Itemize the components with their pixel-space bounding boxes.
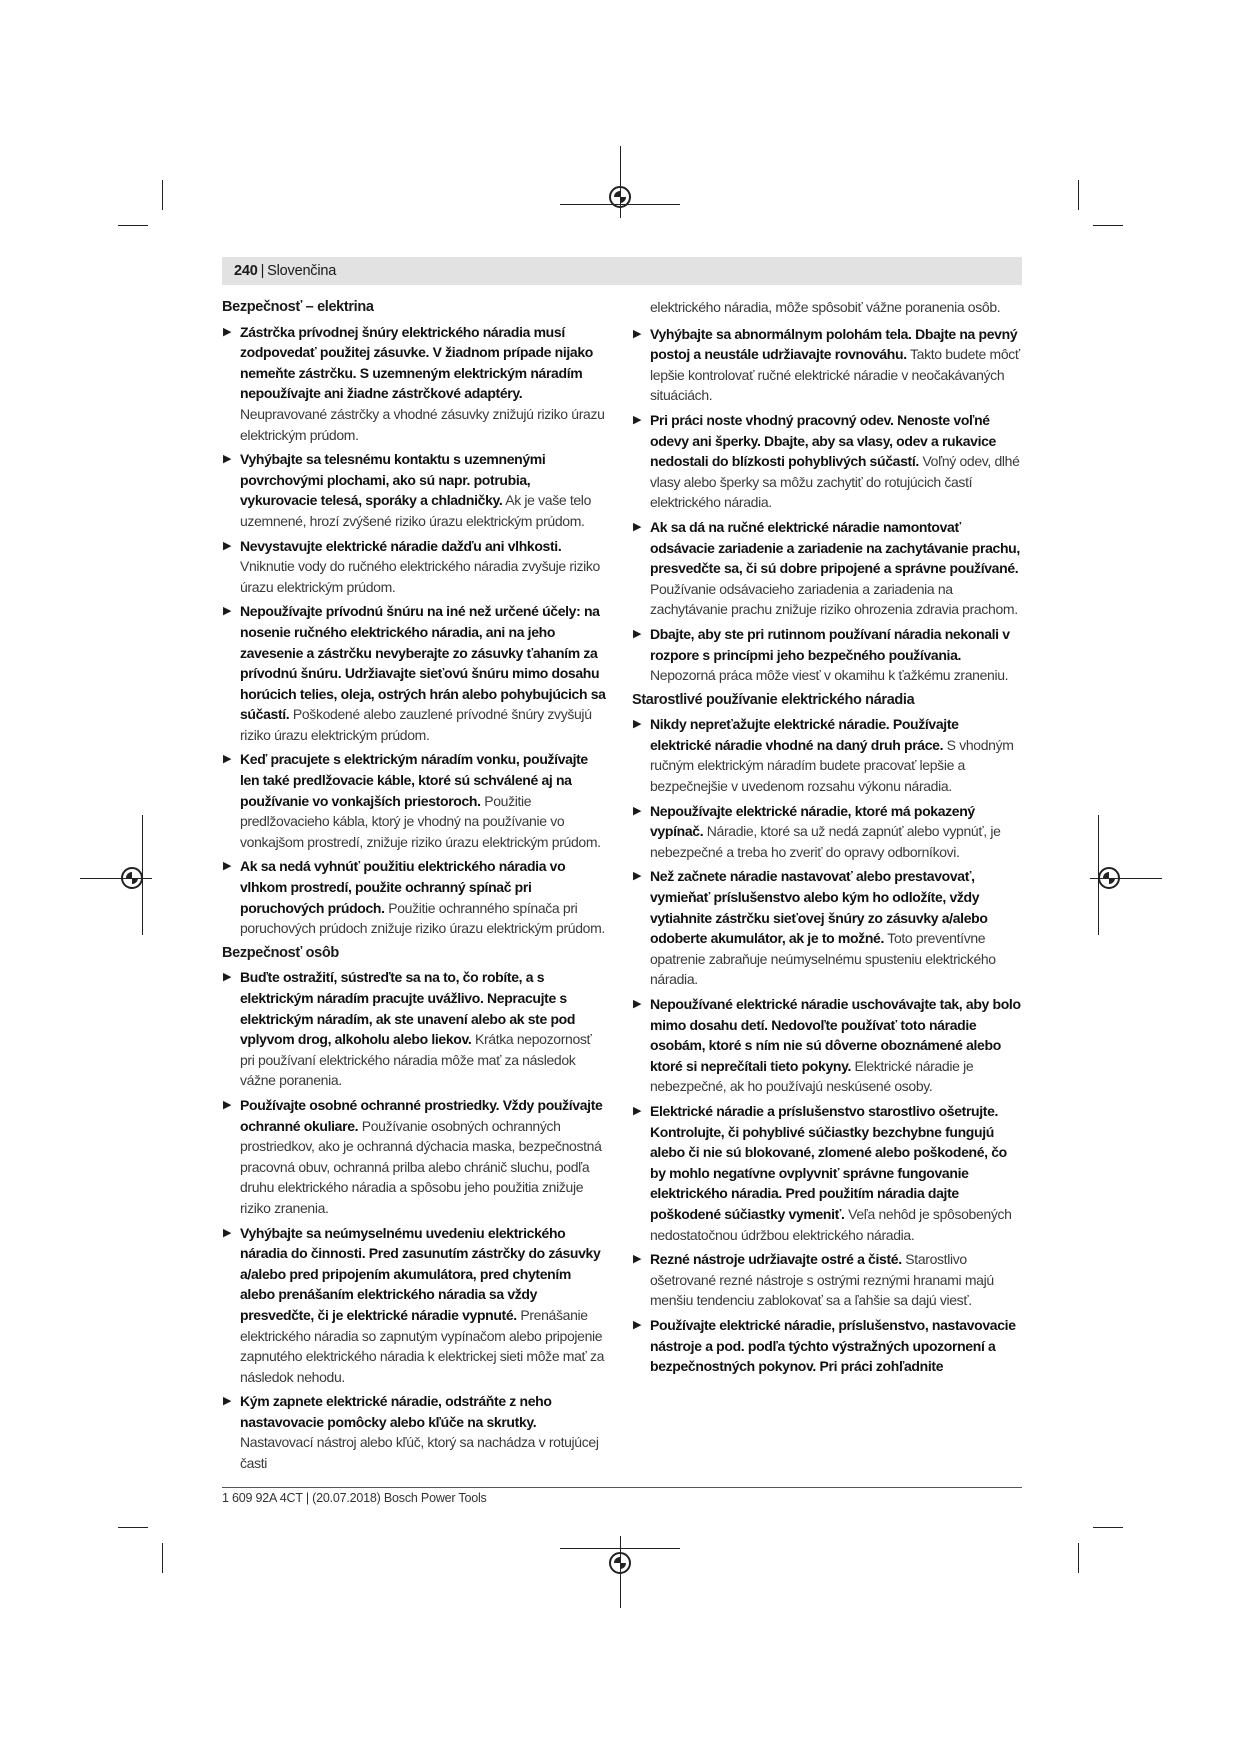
instruction-bold: Zástrčka prívodnej šnúry elektrického náradia musí zodpovedať použitej zásuvke. V žiadnom prípade nijako nemeňte zástrčku. S uzemneným elektrickým náradím nepoužívajte ani žiadne zástrčkové adaptéry. (240, 323, 594, 402)
registration-mark-icon (1098, 867, 1120, 889)
header-separator: | (260, 263, 265, 279)
instruction-explanation: Krátka nepozornosť pri používaní elektrického náradia môže mať za následok vážne poranenia. (240, 1031, 592, 1089)
page-header (222, 257, 1022, 285)
list-item (222, 322, 608, 446)
bullet-arrow-icon: ▶ (633, 327, 642, 340)
list-item (222, 1223, 608, 1388)
instruction-bold: Používajte osobné ochranné prostriedky. Vždy používajte ochranné okuliare. (240, 1096, 603, 1134)
instruction-explanation: Poškodené alebo zauzlené prívodné šnúry zvyšujú riziko úrazu elektrickým prúdom. (240, 706, 592, 743)
electric-safety-list (222, 322, 608, 939)
crop-mark (1093, 225, 1123, 226)
instruction-bold: Rezné nástroje udržiavajte ostré a čisté. (650, 1251, 902, 1268)
instruction-bold: Vyhýbajte sa abnormálnym polohám tela. Dbajte na pevný postoj a neustále udržiavajte rovnováhu. (650, 325, 1018, 363)
bullet-arrow-icon: ▶ (633, 520, 642, 533)
bullet-arrow-icon: ▶ (633, 1104, 642, 1117)
instruction-bold: Keď pracujete s elektrickým náradím vonku, používajte len také predlžovacie káble, ktoré sú schválené aj na používanie vo vonkajších priestoroch. (240, 751, 588, 809)
instruction-explanation: Veľa nehôd je spôsobených nedostatočnou údržbou elektrického náradia. (650, 1205, 1012, 1243)
list-item (632, 994, 1022, 1097)
bullet-arrow-icon: ▶ (633, 998, 642, 1010)
footer-divider (222, 1487, 1022, 1488)
instruction-explanation: Nastavovací nástroj alebo kľúč, ktorý sa nachádza v rotujúcej časti (240, 1434, 599, 1472)
bullet-arrow-icon: ▶ (633, 1253, 642, 1266)
instruction-bold: Dbajte, aby ste pri rutinnom používaní náradia nekonali v rozpore s princípmi jeho bezpečného používania. (650, 625, 1010, 663)
instruction-explanation: Použitie ochranného spínača pri poruchových prúdoch znižuje riziko úrazu elektrickým prúdom. (240, 899, 605, 937)
instruction-explanation: Elektrické náradie je nebezpečné, ak ho používajú neskúsené osoby. (650, 1057, 974, 1095)
list-item (632, 517, 1022, 620)
section-title-persons: Bezpečnosť osôb (222, 944, 339, 961)
list-item (632, 866, 1022, 990)
bullet-arrow-icon: ▶ (223, 860, 232, 873)
personal-safety-list (222, 967, 608, 1473)
list-item (222, 1095, 608, 1219)
bullet-arrow-icon: ▶ (633, 627, 642, 640)
right-column (632, 297, 1022, 1381)
instruction-explanation: Použitie predlžovacieho kábla, ktorý je vhodný na používanie vo vonkajšom prostredí, znižuje riziko úrazu elektrickým prúdom. (240, 792, 601, 850)
registration-mark-icon (609, 1552, 631, 1574)
bullet-arrow-icon: ▶ (633, 718, 642, 731)
list-item (632, 714, 1022, 796)
bullet-arrow-icon: ▶ (633, 804, 642, 817)
bullet-arrow-icon: ▶ (223, 753, 232, 766)
registration-line (560, 1548, 680, 1549)
instruction-explanation: Prenášanie elektrického náradia so zapnutým vypínačom alebo pripojenie zapnutého elektrického náradia k elektrickej sieti môže mať za následok nehodu. (240, 1306, 605, 1385)
crop-mark (1078, 1543, 1079, 1573)
instruction-bold: Než začnete náradie nastavovať alebo prestavovať, vymieňať príslušenstvo alebo kým ho odložíte, vždy vytiahnite zástrčku sieťovej šnúry zo zásuvky a/alebo odoberte akumulátor, ak je to možné. (650, 868, 988, 947)
list-item (222, 536, 608, 598)
bullet-arrow-icon: ▶ (223, 325, 232, 338)
instruction-explanation: Náradie, ktoré sa už nedá zapnúť alebo vypnúť, je nebezpečné a treba ho zveriť do opravy odborníkovi. (650, 823, 1001, 860)
crop-mark (162, 180, 163, 210)
bullet-arrow-icon: ▶ (223, 539, 232, 552)
section-title-electric: Bezpečnosť – elektrina (222, 299, 374, 315)
list-item (222, 749, 608, 852)
bullet-arrow-icon: ▶ (223, 1226, 232, 1239)
bullet-arrow-icon: ▶ (223, 605, 232, 618)
list-item (222, 601, 608, 745)
instruction-bold: Vyhýbajte sa neúmyselnému uvedeniu elektrického náradia do činnosti. Pred zasunutím zástrčky do zásuvky a/alebo pred pripojením akumulátora, pred chytením alebo prenášaním elektrického náradia sa vždy presvedčte, či je elektrické náradie vypnuté. (240, 1224, 601, 1323)
left-column (222, 297, 608, 1478)
instruction-explanation: Vniknutie vody do ručného elektrického náradia zvyšuje riziko úrazu elektrickým prúdom. (240, 558, 600, 595)
bullet-arrow-icon: ▶ (223, 453, 232, 466)
instruction-explanation: Používanie odsávacieho zariadenia a zariadenia na zachytávanie prachu znižuje riziko ohrozenia zdravia prachom. (650, 580, 1018, 618)
instruction-explanation: Neupravované zástrčky a vhodné zásuvky znižujú riziko úrazu elektrickým prúdom. (240, 405, 605, 443)
instruction-bold: Nepoužívajte elektrické náradie, ktoré má pokazený vypínač. (650, 802, 975, 840)
list-item (632, 624, 1022, 686)
instruction-bold: Nikdy nepreťažujte elektrické náradie. Používajte elektrické náradie vhodné na daný druh práce. (650, 716, 959, 753)
registration-mark-icon (121, 867, 143, 889)
instruction-bold: Nepoužívané elektrické náradie uschovávajte tak, aby bolo mimo dosahu detí. Nedovoľte používať toto náradie osobám, ktoré s ním nie sú dôverne oboznámené alebo ktoré si neprečítali tieto pokyny. (650, 996, 1021, 1074)
list-item (632, 1249, 1022, 1311)
list-item (222, 856, 608, 938)
instruction-explanation: Používanie osobných ochranných prostriedkov, ako je ochranná dýchacia maska, bezpečnostná pracovná obuv, ochranná prilba alebo chránič sluchu, podľa druhu elektrického náradia a spôsobu jeho použitia znižuje riziko zranenia. (240, 1117, 602, 1216)
instruction-explanation: S vhodným ručným elektrickým náradím budete pracovať lepšie a bezpečnejšie v uvedenom rozsahu výkonu náradia. (650, 736, 1014, 795)
list-item (632, 324, 1022, 406)
list-item (632, 1315, 1022, 1377)
personal-safety-list-continued (632, 324, 1022, 686)
bullet-arrow-icon: ▶ (223, 1395, 232, 1408)
instruction-explanation: Nepozorná práca môže viesť v okamihu k ťažkému zraneniu. (650, 667, 1009, 684)
bullet-arrow-icon: ▶ (223, 1098, 232, 1111)
list-item (632, 801, 1022, 863)
instruction-bold: Vyhýbajte sa telesnému kontaktu s uzemnenými povrchovými plochami, ako sú napr. potrubia, vykurovacie telesá, sporáky a chladničky. (240, 451, 546, 509)
instruction-explanation: Takto budete môcť lepšie kontrolovať ručné elektrické náradie v neočakávaných situáciách. (650, 346, 1020, 404)
header-language: Slovenčina (267, 263, 337, 279)
crop-mark (162, 1543, 163, 1573)
bullet-arrow-icon: ▶ (633, 413, 642, 426)
instruction-bold: Pri práci noste vhodný pracovný odev. Nenoste voľné odevy ani šperky. Dbajte, aby sa vlasy, odev a rukavice nedostali do blízkosti pohyblivých súčastí. (650, 411, 996, 470)
instruction-bold: Ak sa dá na ručné elektrické náradie namontovať odsávacie zariadenie a zariadenie na zachytávanie prachu, presvedčte sa, či sú dobre pripojené a správne používané. (650, 518, 1020, 577)
instruction-bold: Nepoužívajte prívodnú šnúru na iné než určené účely: na nosenie ručného elektrického náradia, ani na jeho zavesenie a zástrčku nevyberajte zo zásuvky ťahaním za prívodnú šnúru. Udržiavajte sieťovú šnúru mimo dosahu horúcich telies, oleja, ostrých hrán alebo pohybujúcich sa súčastí. (240, 603, 606, 723)
list-item (632, 1101, 1022, 1245)
instruction-bold: Buďte ostražití, sústreďte sa na to, čo robíte, a s elektrickým náradím pracujte uvážlivo. Nepracujte s elektrickým náradím, ak ste unavení alebo ak ste pod vplyvom drog, alkoholu alebo liekov. (240, 969, 576, 1048)
instruction-bold: Kým zapnete elektrické náradie, odstráňte z neho nastavovacie pomôcky alebo kľúče na skrutky. (240, 1393, 552, 1430)
instruction-explanation: Ak je vaše telo uzemnené, hrozí zvýšené riziko úrazu elektrickým prúdom. (240, 492, 592, 529)
instruction-explanation: Toto preventívne opatrenie zabraňuje neúmyselnému spusteniu elektrického náradia. (650, 930, 996, 988)
crop-mark (1093, 1527, 1123, 1528)
page-footer: 1 609 92A 4CT | (20.07.2018) Bosch Power Tools (222, 1491, 487, 1505)
registration-mark-icon (609, 186, 631, 208)
section-title-use: Starostlivé používanie elektrického náradia (632, 691, 915, 708)
instruction-bold: Ak sa nedá vyhnúť použitiu elektrického náradia vo vlhkom prostredí, použite ochranný spínač pri poruchových prúdoch. (240, 858, 566, 916)
instruction-bold: Nevystavujte elektrické náradie dažďu ani vlhkosti. (240, 537, 562, 554)
bullet-arrow-icon: ▶ (223, 971, 232, 984)
instruction-bold: Používajte elektrické náradie, príslušenstvo, nastavovacie nástroje a pod. podľa týchto výstražných upozornení a bezpečnostných pokynov. Pri práci zohľadnite (650, 1316, 1016, 1375)
page-number: 240 (234, 263, 258, 279)
instruction-explanation: Voľný odev, dlhé vlasy alebo šperky sa môžu zachytiť do rotujúcich častí elektrického náradia. (650, 453, 1020, 511)
bullet-arrow-icon: ▶ (633, 870, 642, 883)
continued-text: elektrického náradia, môže spôsobiť vážne poranenia osôb. (650, 299, 1001, 315)
list-item (222, 1391, 608, 1473)
list-item (222, 449, 608, 531)
bullet-arrow-icon: ▶ (633, 1318, 642, 1331)
crop-mark (118, 1527, 148, 1528)
list-item (632, 410, 1022, 513)
crop-mark (1078, 180, 1079, 210)
list-item (222, 967, 608, 1091)
crop-mark (118, 225, 148, 226)
tool-use-list (632, 714, 1022, 1376)
instruction-bold: Elektrické náradie a príslušenstvo starostlivo ošetrujte. Kontrolujte, či pohyblivé súčiastky bezchybne fungujú alebo či nie sú blokované, zlomené alebo poškodené, čo by mohlo negatívne ovplyvniť správne fungovanie elektrického náradia. Pred použitím náradia dajte poškodené súčiastky vymeniť. (650, 1102, 1007, 1222)
instruction-explanation: Starostlivo ošetrované rezné nástroje s ostrými reznými hranami majú menšiu tendenciu zablokovať sa a ľahšie sa dajú viesť. (650, 1251, 994, 1309)
